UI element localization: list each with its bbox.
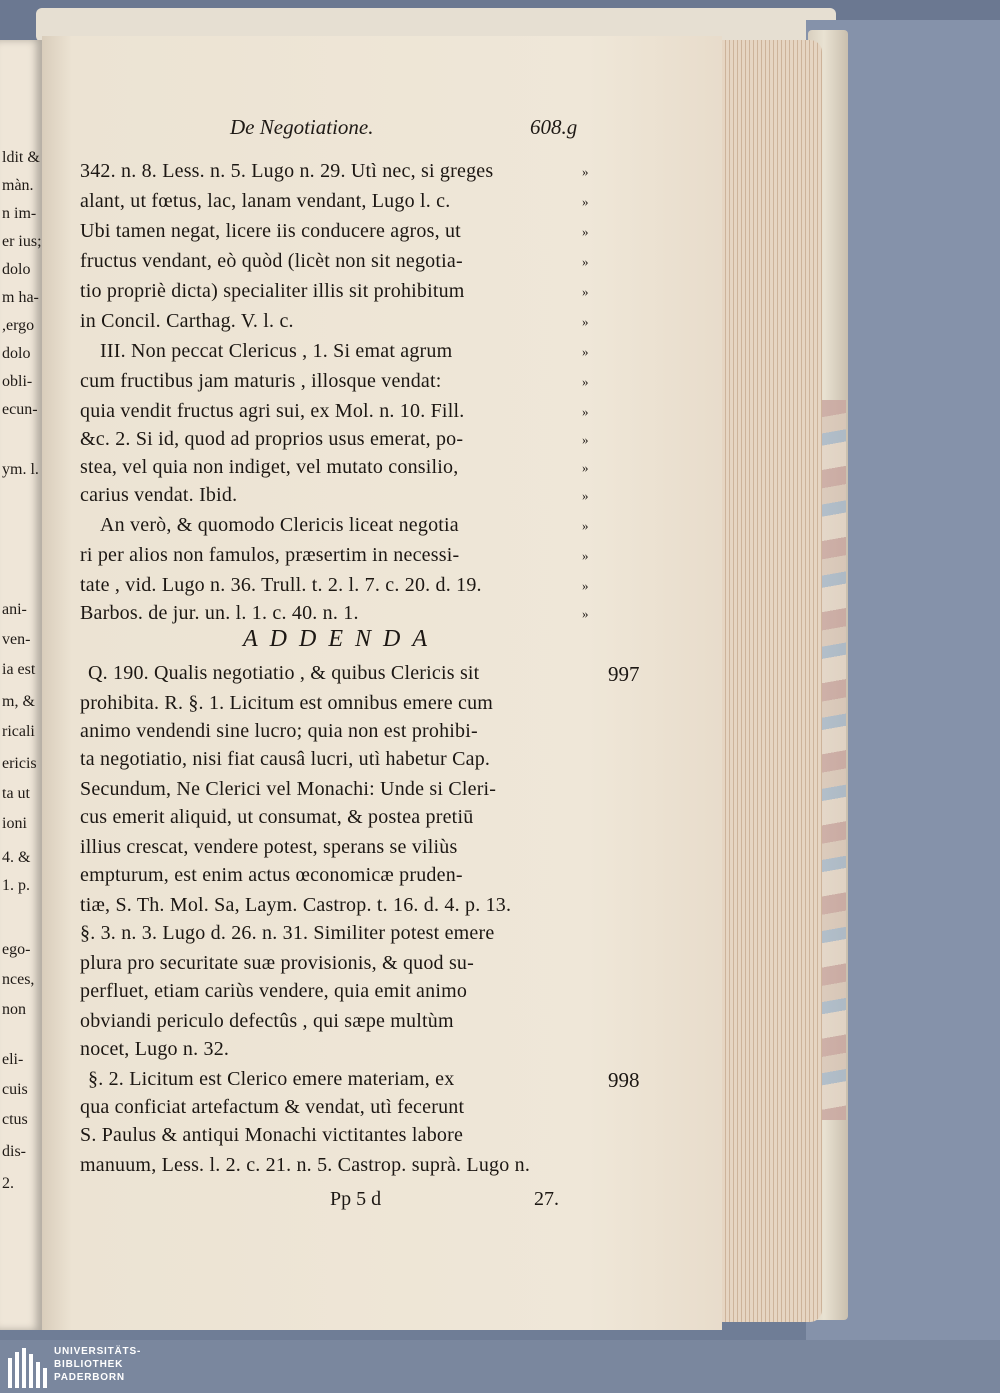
margin-fragment: n im- — [2, 205, 37, 222]
quotation-marker: » — [582, 164, 589, 179]
text-line: illius crescat, vendere potest, sperans se viliùs — [80, 836, 458, 858]
margin-fragment: ani- — [2, 601, 27, 618]
margin-fragment: 1. p. — [2, 877, 30, 894]
text-line: &c. 2. Si id, quod ad proprios usus emerat, po- — [80, 428, 464, 450]
text-line: tiæ, S. Th. Mol. Sa, Laym. Castrop. t. 16. d. 4. p. 13. — [80, 894, 512, 916]
text-line: Barbos. de jur. un. l. 1. c. 40. n. 1. — [80, 602, 359, 624]
text-line: ri per alios non famulos, præsertim in necessi- — [80, 544, 460, 566]
text-line: tate , vid. Lugo n. 36. Trull. t. 2. l. 7. c. 20. d. 19. — [80, 574, 482, 596]
margin-fragment: dolo — [2, 345, 31, 362]
text-line: qua conficiat artefactum & vendat, utì fecerunt — [80, 1096, 465, 1118]
quotation-marker: » — [582, 548, 589, 563]
text-line: S. Paulus & antiqui Monachi victitantes labore — [80, 1124, 464, 1146]
quotation-marker: » — [582, 518, 589, 533]
library-name-line: BIBLIOTHEK — [54, 1359, 124, 1370]
margin-fragment: ctus — [2, 1111, 28, 1128]
margin-fragment: ioni — [2, 815, 27, 832]
page-fore-edge — [718, 40, 822, 1322]
footer-bar — [0, 1340, 1000, 1393]
quotation-marker: » — [582, 284, 589, 299]
margin-fragment: non — [2, 1001, 26, 1018]
text-line: carius vendat. Ibid. — [80, 484, 238, 506]
margin-number: 997 — [608, 662, 640, 686]
text-line: quia vendit fructus agri sui, ex Mol. n. 10. Fill. — [80, 400, 465, 422]
text-line: §. 2. Licitum est Clerico emere materiam, ex — [88, 1068, 455, 1090]
library-logo — [6, 1346, 48, 1388]
text-line: cum fructibus jam maturis , illosque vendat: — [80, 370, 442, 392]
running-head: De Negotiatione. — [230, 115, 374, 139]
margin-fragment: ecun- — [2, 401, 38, 418]
margin-fragment: nces, — [2, 971, 35, 988]
text-line: tio propriè dicta) specialiter illis sit prohibitum — [80, 280, 465, 302]
margin-fragment: m ha- — [2, 289, 39, 306]
quotation-marker: » — [582, 344, 589, 359]
text-line: nocet, Lugo n. 32. — [80, 1038, 230, 1060]
text-line: III. Non peccat Clericus , 1. Si emat agrum — [100, 340, 453, 362]
quotation-marker: » — [582, 606, 589, 621]
margin-fragment: m, & — [2, 693, 35, 710]
text-line: prohibita. R. §. 1. Licitum est omnibus emere cum — [80, 692, 494, 714]
text-line: manuum, Less. l. 2. c. 21. n. 5. Castrop. suprà. Lugo n. — [80, 1154, 531, 1176]
text-line: alant, ut fœtus, lac, lanam vendant, Lugo l. c. — [80, 190, 451, 212]
margin-fragment: ia est — [2, 661, 36, 678]
text-line: cus emerit aliquid, ut consumat, & postea pretiū — [80, 806, 474, 828]
margin-fragment: dolo — [2, 261, 31, 278]
margin-fragment: ym. l. — [2, 461, 39, 478]
text-line: perfluet, etiam cariùs vendere, quia emit animo — [80, 980, 468, 1002]
margin-fragment: 4. & — [2, 849, 31, 866]
library-name-line: UNIVERSITÄTS- — [54, 1346, 142, 1357]
text-line: §. 3. n. 3. Lugo d. 26. n. 31. Similiter potest emere — [80, 922, 495, 944]
quotation-marker: » — [582, 194, 589, 209]
signature-mark: Pp 5 d — [330, 1188, 382, 1210]
quotation-marker: » — [582, 578, 589, 593]
margin-number: 998 — [608, 1068, 640, 1092]
quotation-marker: » — [582, 374, 589, 389]
text-line: 342. n. 8. Less. n. 5. Lugo n. 29. Utì nec, si greges — [80, 160, 494, 182]
margin-fragment: ven- — [2, 631, 31, 648]
text-line: Q. 190. Qualis negotiatio , & quibus Clericis sit — [88, 662, 480, 684]
library-name-line: PADERBORN — [54, 1372, 125, 1383]
margin-fragment: 2. — [2, 1175, 14, 1192]
text-line: obviandi periculo defectûs , qui sæpe multùm — [80, 1010, 454, 1032]
margin-fragment: ricali — [2, 723, 35, 740]
margin-fragment: obli- — [2, 373, 33, 390]
margin-fragment: cuis — [2, 1081, 28, 1098]
quotation-marker: » — [582, 224, 589, 239]
margin-fragment: ldit & — [2, 149, 40, 166]
margin-fragment: ericis — [2, 755, 37, 772]
addenda-heading: ADDENDA — [243, 626, 439, 652]
quotation-marker: » — [582, 460, 589, 475]
text-line: fructus vendant, eò quòd (licèt non sit negotia- — [80, 250, 463, 272]
text-line: Secundum, Ne Clerici vel Monachi: Unde si Cleri- — [80, 778, 497, 800]
text-line: ta negotiatio, nisi fiat causâ lucri, utì habetur Cap. — [80, 748, 491, 770]
quotation-marker: » — [582, 488, 589, 503]
text-line: in Concil. Carthag. V. l. c. — [80, 310, 294, 332]
quotation-marker: » — [582, 432, 589, 447]
margin-fragment: ego- — [2, 941, 31, 958]
quotation-marker: » — [582, 254, 589, 269]
text-line: An verò, & quomodo Clericis liceat negotia — [100, 514, 459, 536]
text-line: animo vendendi sine lucro; quia non est prohibi- — [80, 720, 478, 742]
margin-fragment: ,ergo — [2, 317, 35, 334]
quotation-marker: » — [582, 314, 589, 329]
margin-fragment: er ius; — [2, 233, 42, 250]
margin-fragment: dis- — [2, 1143, 26, 1160]
margin-fragment: eli- — [2, 1051, 24, 1068]
text-line: Ubi tamen negat, licere iis conducere agros, ut — [80, 220, 461, 242]
margin-fragment: ta ut — [2, 785, 30, 802]
text-line: stea, vel quia non indiget, vel mutato consilio, — [80, 456, 459, 478]
text-line: empturum, est enim actus œconomicæ pruden- — [80, 864, 463, 886]
folio-number: 608.g — [530, 115, 578, 139]
catchword: 27. — [534, 1188, 559, 1210]
text-line: plura pro securitate suæ provisionis, & quod su- — [80, 952, 474, 974]
margin-fragment: màn. — [2, 177, 34, 194]
quotation-marker: » — [582, 404, 589, 419]
